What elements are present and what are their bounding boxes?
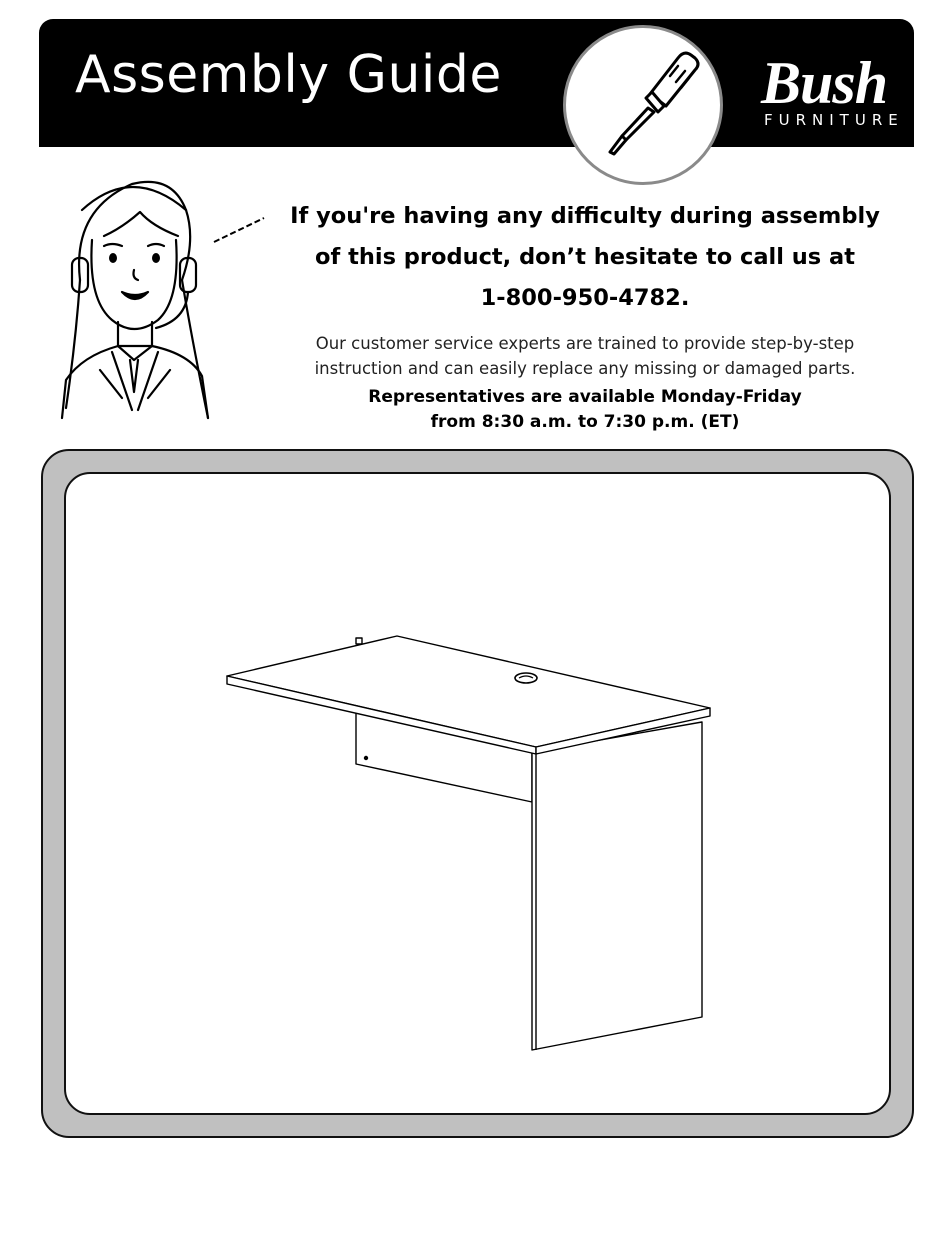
support-hours-line-1: Representatives are available Monday-Friday (368, 387, 802, 407)
guide-title: Assembly Guide (75, 45, 502, 105)
brand-subtitle: FURNITURE (764, 111, 904, 129)
support-headline (262, 196, 908, 319)
brand-logo (761, 50, 931, 129)
header-banner (39, 19, 923, 147)
support-info (262, 196, 908, 435)
support-headline-line-1: If you're having any difficulty during assembly (290, 203, 880, 229)
support-hours (262, 385, 908, 435)
support-description (262, 331, 908, 381)
support-phone-number: 1-800-950-4782. (480, 285, 690, 311)
support-headline-line-2: of this product, don’t hesitate to call us at (315, 244, 855, 270)
support-agent-headset-icon (52, 170, 272, 422)
registered-mark: ® (915, 57, 923, 68)
support-hours-line-2: from 8:30 a.m. to 7:30 p.m. (ET) (430, 412, 740, 432)
screwdriver-badge (563, 25, 723, 185)
screwdriver-icon (566, 28, 726, 188)
desk-return-illustration (64, 472, 891, 1115)
support-body-line-1: Our customer service experts are trained to provide step-by-step (315, 334, 855, 353)
support-body-line-2: instruction and can easily replace any missing or damaged parts. (314, 359, 856, 378)
brand-name: Bush (761, 50, 888, 116)
